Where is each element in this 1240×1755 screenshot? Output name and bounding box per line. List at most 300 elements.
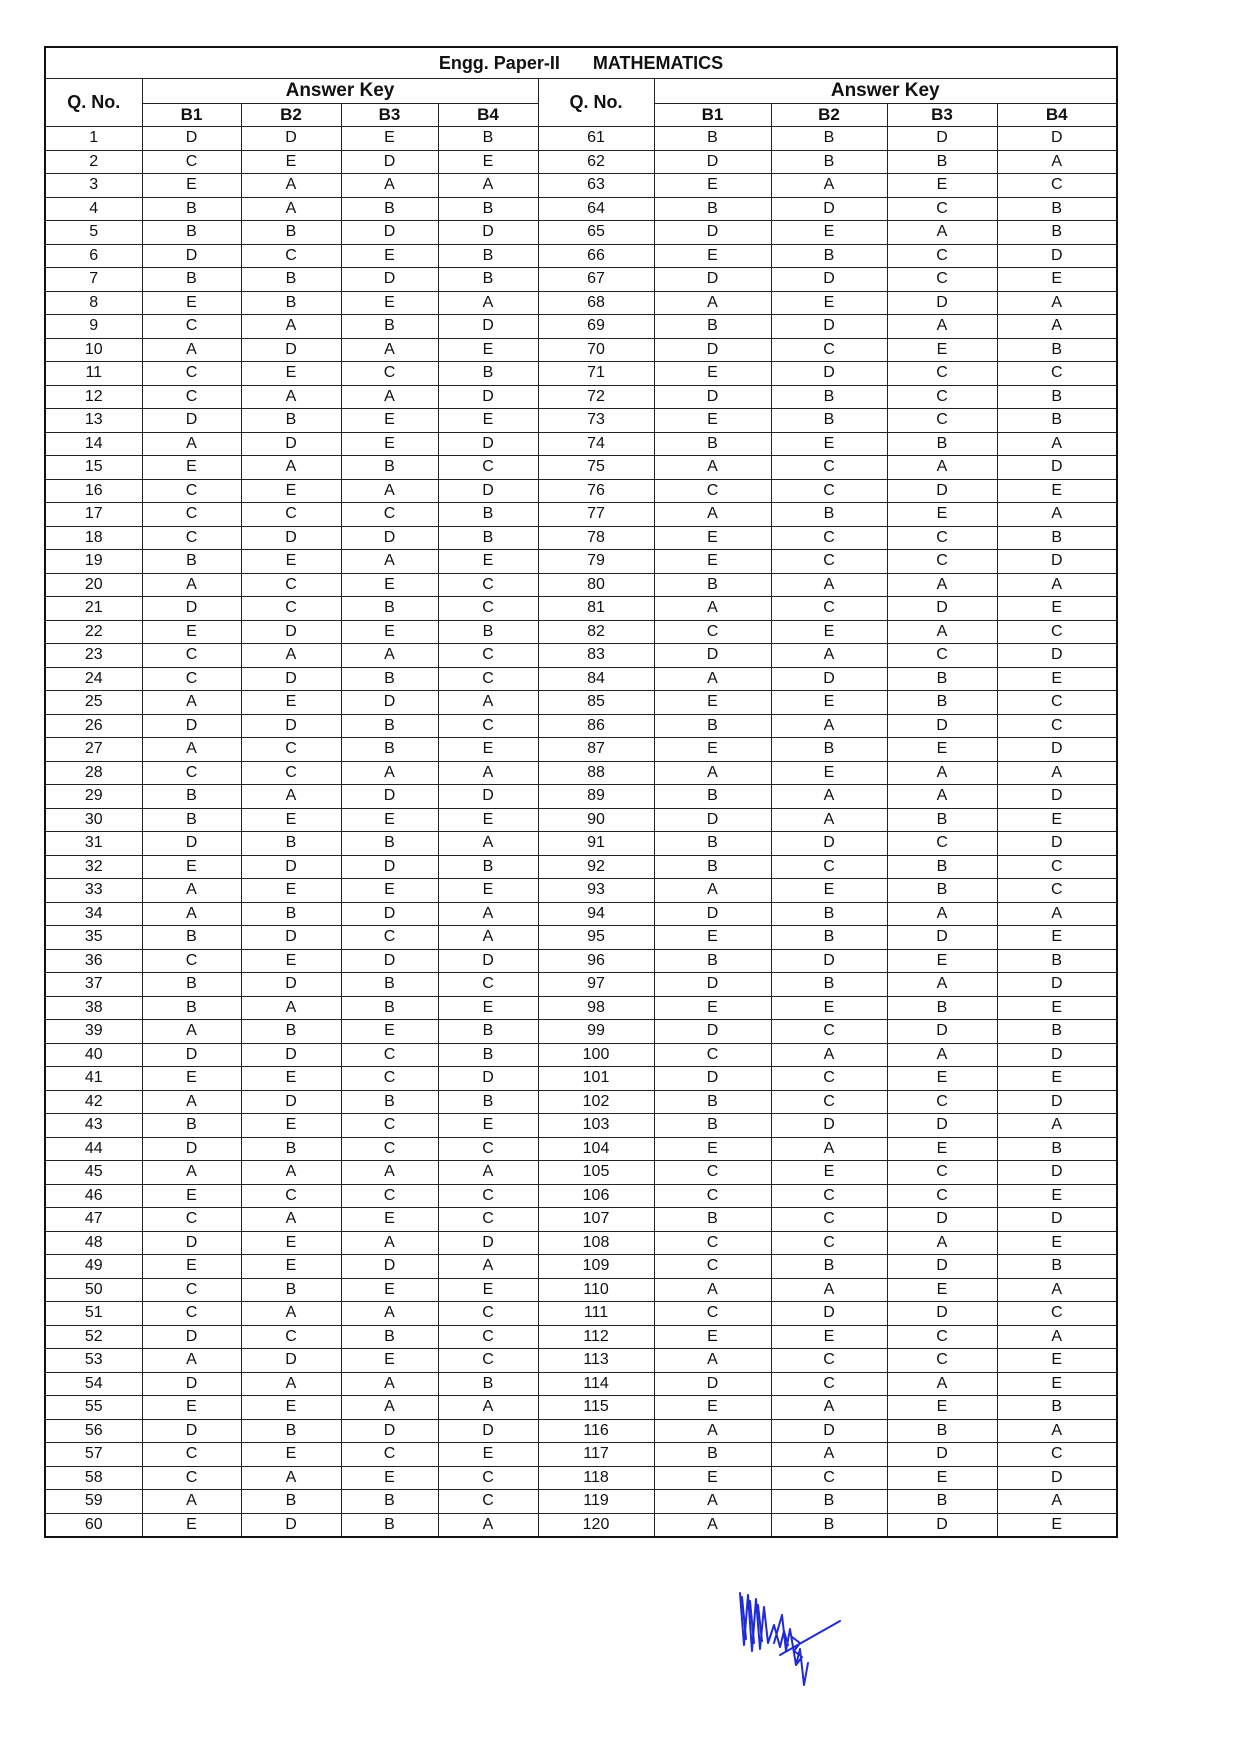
answer-cell: B [654,1090,771,1114]
answer-cell: A [997,902,1117,926]
answer-cell: A [654,503,771,527]
table-row [45,879,1117,903]
answer-cell: E [438,808,538,832]
answer-cell: D [997,644,1117,668]
question-number: 58 [45,1466,142,1490]
answer-cell: A [771,785,887,809]
answer-cell: D [997,1208,1117,1232]
answer-cell: B [771,926,887,950]
answer-cell: B [771,738,887,762]
answer-cell: D [654,338,771,362]
answer-cell: A [142,691,241,715]
answer-cell: E [142,1255,241,1279]
answer-cell: B [438,127,538,151]
answer-cell: E [241,479,341,503]
paper-name: Engg. Paper-II [438,53,560,73]
answer-cell: C [438,667,538,691]
answer-cell: C [887,832,997,856]
answer-cell: B [438,1020,538,1044]
answer-cell: B [654,432,771,456]
question-number: 31 [45,832,142,856]
answer-cell: B [771,1513,887,1537]
question-number: 112 [538,1325,654,1349]
question-number: 4 [45,197,142,221]
table-row [45,1372,1117,1396]
question-number: 111 [538,1302,654,1326]
answer-cell: C [341,926,438,950]
answer-cell: D [887,1020,997,1044]
answer-cell: B [142,926,241,950]
answer-cell: D [771,832,887,856]
answer-cell: B [654,832,771,856]
answer-cell: A [887,1043,997,1067]
answer-cell: C [887,1349,997,1373]
question-number: 27 [45,738,142,762]
answer-key-header-left: Answer Key [142,79,538,104]
question-number: 18 [45,526,142,550]
answer-cell: E [241,550,341,574]
question-number: 44 [45,1137,142,1161]
question-number: 52 [45,1325,142,1349]
answer-cell: E [997,996,1117,1020]
answer-cell: C [241,738,341,762]
answer-cell: B [654,573,771,597]
answer-cell: C [887,1090,997,1114]
answer-cell: D [997,1090,1117,1114]
answer-cell: E [341,1349,438,1373]
answer-cell: B [438,1372,538,1396]
booklet-header: B3 [341,104,438,127]
answer-cell: C [438,456,538,480]
answer-cell: C [771,1372,887,1396]
answer-cell: D [341,1255,438,1279]
answer-cell: E [438,338,538,362]
answer-cell: D [438,785,538,809]
table-row [45,667,1117,691]
booklet-header: B4 [997,104,1117,127]
question-number: 64 [538,197,654,221]
subject-name: MATHEMATICS [592,53,724,73]
question-number: 35 [45,926,142,950]
answer-cell: D [341,221,438,245]
answer-cell: A [241,174,341,198]
answer-cell: D [241,1513,341,1537]
table-row [45,385,1117,409]
answer-cell: E [997,667,1117,691]
answer-cell: C [887,385,997,409]
answer-cell: C [654,1231,771,1255]
answer-cell: A [887,1231,997,1255]
answer-cell: D [438,1419,538,1443]
answer-cell: A [241,996,341,1020]
question-number: 74 [538,432,654,456]
answer-cell: B [341,315,438,339]
answer-cell: C [997,855,1117,879]
answer-cell: E [654,362,771,386]
answer-cell: D [887,1255,997,1279]
answer-cell: C [438,1302,538,1326]
answer-cell: C [997,1443,1117,1467]
answer-cell: B [341,456,438,480]
answer-cell: D [142,1325,241,1349]
question-number: 78 [538,526,654,550]
question-number: 70 [538,338,654,362]
question-number: 38 [45,996,142,1020]
table-row [45,503,1117,527]
answer-cell: D [997,973,1117,997]
answer-cell: C [997,362,1117,386]
answer-cell: D [997,785,1117,809]
answer-cell: D [887,479,997,503]
answer-cell: A [142,338,241,362]
answer-cell: D [654,221,771,245]
table-row [45,1349,1117,1373]
question-number: 96 [538,949,654,973]
answer-cell: C [142,479,241,503]
answer-cell: A [997,432,1117,456]
question-number: 43 [45,1114,142,1138]
answer-cell: A [438,926,538,950]
answer-cell: C [438,1466,538,1490]
answer-cell: D [142,1043,241,1067]
answer-cell: E [438,1278,538,1302]
question-number: 6 [45,244,142,268]
answer-cell: A [241,1208,341,1232]
answer-cell: A [997,150,1117,174]
question-number: 10 [45,338,142,362]
answer-cell: A [771,808,887,832]
table-row [45,1255,1117,1279]
table-row [45,738,1117,762]
answer-cell: A [997,1419,1117,1443]
answer-cell: C [771,1090,887,1114]
table-row [45,174,1117,198]
question-number: 62 [538,150,654,174]
answer-cell: B [241,1020,341,1044]
answer-cell: D [341,855,438,879]
answer-cell: A [654,879,771,903]
answer-cell: A [341,385,438,409]
answer-cell: A [887,761,997,785]
question-number: 24 [45,667,142,691]
answer-cell: E [997,1372,1117,1396]
answer-cell: C [997,1302,1117,1326]
answer-cell: D [887,1302,997,1326]
answer-cell: A [438,1513,538,1537]
answer-cell: B [997,1020,1117,1044]
answer-key-sheet [44,46,1116,1538]
answer-cell: D [887,1513,997,1537]
answer-cell: D [438,1231,538,1255]
answer-cell: B [887,432,997,456]
answer-cell: D [142,1137,241,1161]
answer-cell: B [997,409,1117,433]
table-row [45,808,1117,832]
answer-cell: E [241,949,341,973]
question-number: 14 [45,432,142,456]
question-number: 30 [45,808,142,832]
answer-cell: E [142,1067,241,1091]
question-number: 92 [538,855,654,879]
answer-cell: D [887,926,997,950]
answer-cell: E [142,1396,241,1420]
answer-cell: B [142,1114,241,1138]
answer-cell: B [438,620,538,644]
answer-cell: D [241,432,341,456]
answer-cell: C [654,479,771,503]
table-row [45,902,1117,926]
answer-cell: E [654,691,771,715]
question-number: 101 [538,1067,654,1091]
answer-cell: D [241,667,341,691]
table-row [45,1443,1117,1467]
question-number: 13 [45,409,142,433]
answer-cell: D [142,409,241,433]
answer-cell: D [654,1020,771,1044]
answer-cell: B [241,1137,341,1161]
answer-cell: D [341,785,438,809]
answer-cell: D [341,902,438,926]
answer-cell: C [142,1278,241,1302]
answer-cell: B [341,714,438,738]
answer-cell: A [341,1231,438,1255]
answer-cell: E [997,1513,1117,1537]
answer-cell: B [438,1043,538,1067]
table-row [45,479,1117,503]
answer-cell: A [341,174,438,198]
answer-cell: C [771,550,887,574]
answer-cell: D [887,714,997,738]
table-row [45,1137,1117,1161]
question-number: 29 [45,785,142,809]
question-number: 48 [45,1231,142,1255]
answer-cell: E [142,620,241,644]
answer-cell: A [241,197,341,221]
answer-cell: C [771,1349,887,1373]
answer-cell: B [142,996,241,1020]
answer-cell: D [341,268,438,292]
answer-cell: E [771,1161,887,1185]
answer-cell: A [654,1278,771,1302]
answer-cell: E [771,620,887,644]
answer-cell: A [241,1466,341,1490]
answer-cell: D [997,550,1117,574]
question-number: 5 [45,221,142,245]
answer-cell: D [771,1419,887,1443]
answer-cell: C [142,150,241,174]
answer-cell: B [771,503,887,527]
answer-cell: D [771,362,887,386]
answer-cell: D [142,1372,241,1396]
answer-cell: A [241,315,341,339]
table-row [45,926,1117,950]
answer-cell: D [887,597,997,621]
table-row [45,127,1117,151]
table-row [45,456,1117,480]
answer-cell: A [341,338,438,362]
table-row [45,973,1117,997]
answer-cell: E [241,1231,341,1255]
question-number: 61 [538,127,654,151]
answer-cell: C [654,1255,771,1279]
answer-cell: B [438,197,538,221]
question-number: 46 [45,1184,142,1208]
answer-cell: C [654,1184,771,1208]
answer-cell: A [438,1396,538,1420]
answer-cell: A [341,1396,438,1420]
table-row [45,221,1117,245]
answer-cell: E [438,879,538,903]
answer-key-table [44,46,1118,1538]
answer-cell: D [241,620,341,644]
answer-cell: A [438,761,538,785]
answer-cell: C [142,1302,241,1326]
answer-cell: A [142,432,241,456]
question-number: 99 [538,1020,654,1044]
answer-cell: B [341,973,438,997]
answer-cell: C [771,1020,887,1044]
answer-cell: B [341,1490,438,1514]
question-number: 83 [538,644,654,668]
answer-cell: B [771,1255,887,1279]
answer-cell: E [997,479,1117,503]
answer-cell: E [654,738,771,762]
qno-header-right: Q. No. [538,79,654,127]
answer-cell: C [997,620,1117,644]
question-number: 1 [45,127,142,151]
answer-cell: E [997,268,1117,292]
question-number: 56 [45,1419,142,1443]
answer-cell: E [341,244,438,268]
answer-cell: A [654,291,771,315]
question-number: 76 [538,479,654,503]
question-number: 34 [45,902,142,926]
answer-cell: B [438,526,538,550]
answer-cell: A [997,761,1117,785]
answer-cell: A [341,479,438,503]
answer-cell: D [771,667,887,691]
answer-cell: D [438,315,538,339]
table-row [45,1090,1117,1114]
answer-cell: E [341,1278,438,1302]
answer-cell: C [771,597,887,621]
answer-key-header-right: Answer Key [654,79,1117,104]
answer-cell: D [771,949,887,973]
answer-cell: B [241,832,341,856]
answer-cell: A [997,1278,1117,1302]
answer-cell: A [142,879,241,903]
answer-cell: A [887,620,997,644]
question-number: 84 [538,667,654,691]
answer-cell: B [341,738,438,762]
question-number: 100 [538,1043,654,1067]
answer-cell: E [241,691,341,715]
question-number: 57 [45,1443,142,1467]
answer-cell: D [438,221,538,245]
answer-cell: D [438,432,538,456]
answer-cell: A [997,1325,1117,1349]
answer-cell: E [887,1137,997,1161]
answer-cell: D [142,1231,241,1255]
question-number: 87 [538,738,654,762]
question-number: 102 [538,1090,654,1114]
answer-cell: D [654,808,771,832]
handwritten-signature-icon [730,1585,850,1705]
answer-cell: C [438,573,538,597]
question-number: 20 [45,573,142,597]
answer-cell: A [241,644,341,668]
answer-cell: C [887,197,997,221]
question-number: 25 [45,691,142,715]
answer-cell: E [341,879,438,903]
answer-cell: A [341,1302,438,1326]
table-row [45,526,1117,550]
table-row [45,714,1117,738]
answer-cell: B [438,855,538,879]
answer-cell: A [241,1161,341,1185]
table-row [45,244,1117,268]
table-row [45,573,1117,597]
page-title [45,47,1117,79]
answer-cell: D [997,738,1117,762]
answer-cell: D [997,456,1117,480]
answer-cell: C [887,526,997,550]
question-number: 88 [538,761,654,785]
question-number: 85 [538,691,654,715]
answer-cell: A [341,761,438,785]
answer-cell: B [438,362,538,386]
answer-cell: A [341,550,438,574]
answer-cell: A [887,573,997,597]
answer-cell: E [771,879,887,903]
answer-rows [45,127,1117,1538]
answer-cell: C [654,1043,771,1067]
question-number: 73 [538,409,654,433]
answer-cell: D [438,949,538,973]
answer-cell: E [654,244,771,268]
answer-cell: C [438,1325,538,1349]
answer-cell: E [241,1443,341,1467]
table-row [45,1067,1117,1091]
answer-cell: E [142,1184,241,1208]
question-number: 97 [538,973,654,997]
answer-cell: D [241,1349,341,1373]
answer-cell: E [438,550,538,574]
table-row [45,832,1117,856]
answer-cell: B [887,855,997,879]
answer-cell: A [438,1161,538,1185]
table-row [45,1396,1117,1420]
answer-cell: E [887,738,997,762]
question-number: 108 [538,1231,654,1255]
answer-cell: C [887,1161,997,1185]
answer-cell: C [438,644,538,668]
answer-cell: D [997,1466,1117,1490]
answer-cell: D [142,597,241,621]
table-row [45,338,1117,362]
table-row [45,1231,1117,1255]
answer-cell: B [997,385,1117,409]
answer-cell: A [887,785,997,809]
answer-cell: B [887,808,997,832]
answer-cell: E [438,1114,538,1138]
answer-cell: A [142,902,241,926]
question-number: 81 [538,597,654,621]
answer-cell: A [997,315,1117,339]
answer-cell: D [142,832,241,856]
answer-cell: E [887,503,997,527]
answer-cell: A [654,667,771,691]
